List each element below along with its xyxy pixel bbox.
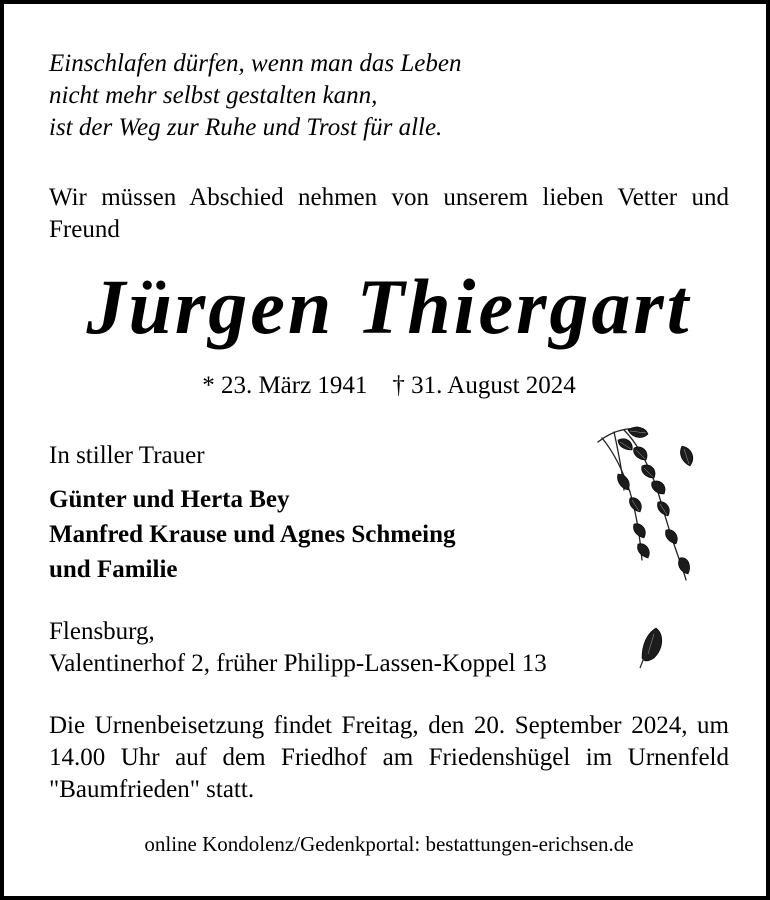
poem (49, 48, 461, 144)
mourner-line: Manfred Krause und Agnes Schmeing (49, 521, 456, 548)
condolence-portal-text: online Kondolenz/Gedenkportal: bestattungen-erichsen.de (144, 832, 634, 856)
deceased-name: Jürgen Thiergart (86, 263, 692, 350)
mourner-line: Günter und Herta Bey (49, 486, 290, 513)
falling-leaf-icon (636, 624, 668, 672)
mourner-line: und Familie (49, 556, 178, 583)
intro-text: Wir müssen Abschied nehmen von unserem lieben Vetter und Freund (49, 184, 729, 243)
birch-branch-icon (594, 420, 709, 585)
mourners-list (49, 482, 456, 587)
poem-line-3: ist der Weg zur Ruhe und Trost für alle. (49, 114, 443, 141)
city: Flensburg, (49, 618, 155, 645)
poem-line-2: nicht mehr selbst gestalten kann, (49, 82, 378, 109)
street-address: Valentinerhof 2, früher Philipp-Lassen-Koppel 13 (49, 650, 547, 677)
poem-line-1: Einschlafen dürfen, wenn man das Leben (49, 50, 462, 77)
life-dates: * 23. März 1941 † 31. August 2024 (202, 372, 576, 399)
address-block (49, 616, 547, 680)
mourning-text: In stiller Trauer (49, 442, 205, 469)
ceremony-text: Die Urnenbeisetzung findet Freitag, den 20. September 2024, um 14.00 Uhr auf dem Friedhof am Friedenshügel im Urnenfeld "Baumfrieden" statt. (49, 712, 729, 803)
